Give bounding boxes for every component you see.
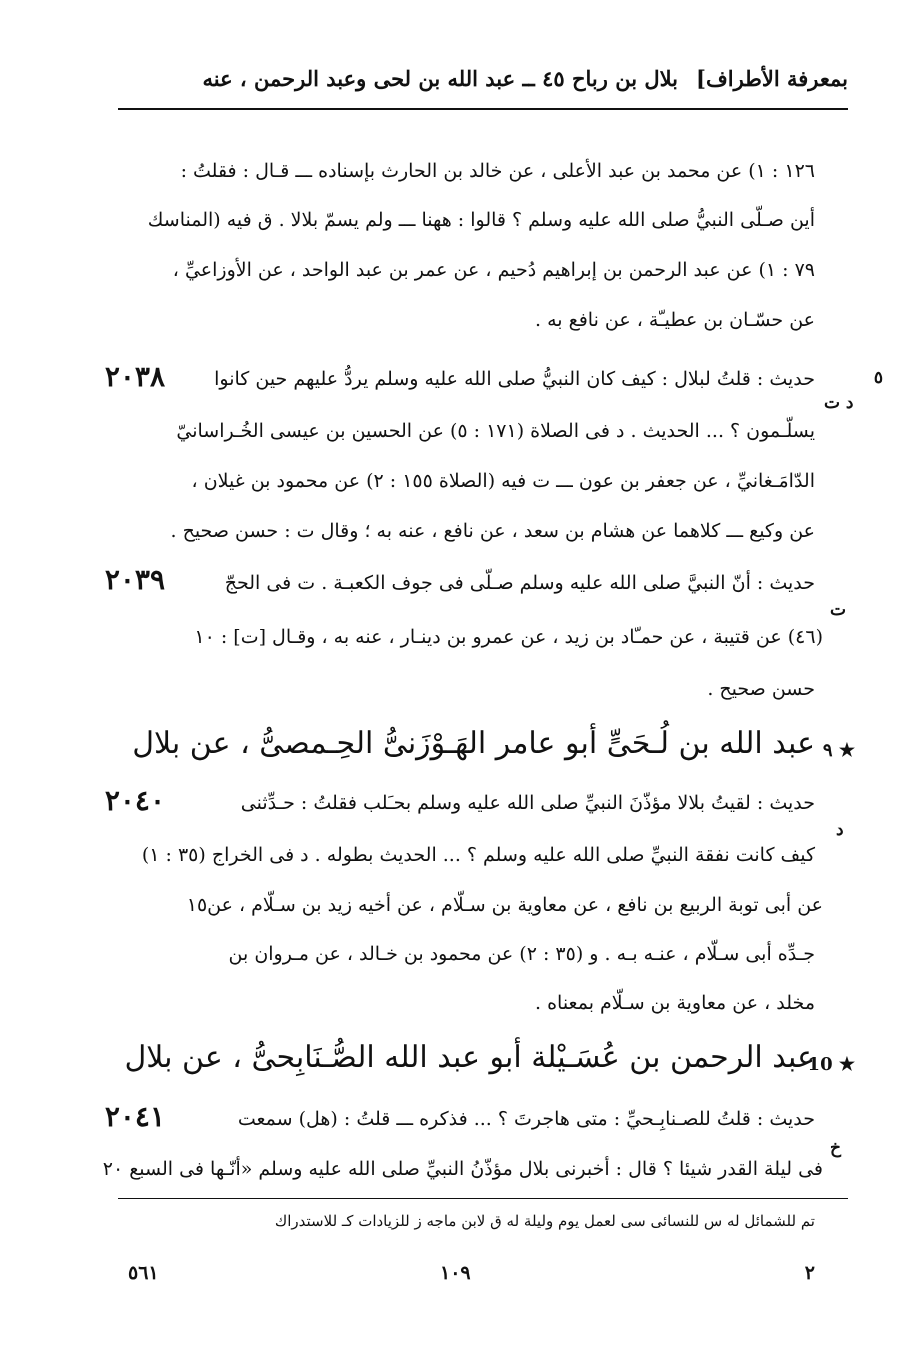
text-line: يسلّـمون ؟ ... الحديث . د فى الصلاة (١٧١ : ٥) عن الحسين بن عيسى الخُـراسانيّ (176, 420, 815, 442)
margin-siglum: ت (830, 600, 847, 620)
header-rule (118, 108, 848, 110)
text-line: ٧٩ : ١) عن عبد الرحمن بن إبراهيم دُحيم ، عن عمر بن عبد الواحد ، عن الأوزاعيِّ ، (172, 259, 815, 281)
hadith-number: ٢٠٣٩ (104, 563, 165, 596)
text-line: جـدِّه أبى سـلّام ، عنـه بـه . و (٣٥ : ٢) عن محمود بن خـالد ، عن مـروان بن (228, 943, 815, 965)
text-line: عن حسّـان بن عطيـّة ، عن نافع به . (535, 309, 815, 331)
text-line: حديث : قلتُ للصـنابِـحيِّ : متى هاجرتَ ؟ ... فذكره ـــ قلتُ : (هل) سمعت (237, 1108, 815, 1130)
footer-right-number: ٢ (804, 1262, 815, 1284)
text-line: حسن صحيح . (707, 678, 815, 700)
entry-heading: عبد الرحمن بن عُسَـيْلة أبو عبد الله الصُّـنَابِحىُّ ، عن بلال (124, 1040, 815, 1075)
sigla-key: تم للشمائل له س للنسائى سى لعمل يوم وليلة له ق لابن ماجه ز للزيادات كـ للاستدراك (274, 1212, 815, 1230)
text-line: ١٢٦ : ١) عن محمد بن عبد الأعلى ، عن خالد بن الحارث بإسناده ـــ قـال : فقلتُ : (180, 160, 815, 182)
text-line: حديث : قلتُ لبلال : كيف كان النبيُّ صلى الله عليه وسلم يردُّ عليهم حين كانوا (214, 368, 815, 390)
margin-line-number: ٥ (873, 368, 883, 388)
header-entry-title: بلال بن رباح ٤٥ ــ عبد الله بن لحى وعبد الرحمن ، عنه (202, 66, 678, 91)
header-section-title: بمعرفة الأطراف] (696, 66, 848, 91)
hadith-number: ٢٠٤٠ (104, 784, 165, 817)
text-line: (٤٦) عن قتيبة ، عن حمـّاد بن زيد ، عن عمرو بن دينـار ، عنه به ، وقـال [ت] : ١٠ (194, 626, 823, 648)
margin-siglum: خ (830, 1138, 841, 1158)
hadith-number: ٢٠٤١ (104, 1100, 165, 1133)
text-line: حديث : لقيتُ بلالا مؤذّنَ النبيِّ صلى الله عليه وسلم بحـَلب فقلتُ : حـدِّثنى (240, 792, 815, 814)
footnote-rule (118, 1198, 848, 1199)
entry-heading: عبد الله بن لُـحَىٍّ أبو عامر الهَـوْزَنىُّ الحِـمصىُّ ، عن بلال (132, 726, 815, 761)
running-header (118, 66, 848, 110)
margin-siglum: د (836, 820, 844, 840)
text-line: مخلد ، عن معاوية بن سـلّام بمعناه . (535, 992, 815, 1014)
entry-number: 10 ★ (807, 1054, 855, 1075)
footer-left-number: ٥٦١ (128, 1262, 159, 1284)
hadith-number: ٢٠٣٨ (104, 360, 165, 393)
text-line: فى ليلة القدر شيئا ؟ قال : أخبرنى بلال مؤذّنُ النبيِّ صلى الله عليه وسلم «أنّـها فى السبع ٢٠ (102, 1158, 823, 1180)
margin-siglum: د ت (824, 393, 854, 413)
text-line: عن أبى توبة الربيع بن نافع ، عن معاوية بن سـلّام ، عن أخيه زيد بن سـلّام ، عن١٥ (186, 894, 823, 916)
text-line: كيف كانت نفقة النبيِّ صلى الله عليه وسلم ؟ ... الحديث بطوله . د فى الخراج (٣٥ : ١) (141, 844, 815, 866)
entry-number: ٩ ★ (822, 740, 855, 761)
footer-page-number: ١٠٩ (440, 1262, 471, 1284)
text-line: حديث : أنّ النبيَّ صلى الله عليه وسلم صـلّى فى جوف الكعبـة . ت فى الحجّ (224, 572, 815, 594)
text-line: الدّامَـغانيِّ ، عن جعفر بن عون ـــ ت فيه (الصلاة ١٥٥ : ٢) عن محمود بن غيلان ، (191, 470, 815, 492)
text-line: عن وكيع ـــ كلاهما عن هشام بن سعد ، عن نافع ، عنه به ؛ وقال ت : حسن صحيح . (170, 520, 815, 542)
text-line: أين صـلّى النبيُّ صلى الله عليه وسلم ؟ قالوا : ههنا ـــ ولم يسمّ بلالا . ق فيه (المناسك (147, 209, 815, 231)
